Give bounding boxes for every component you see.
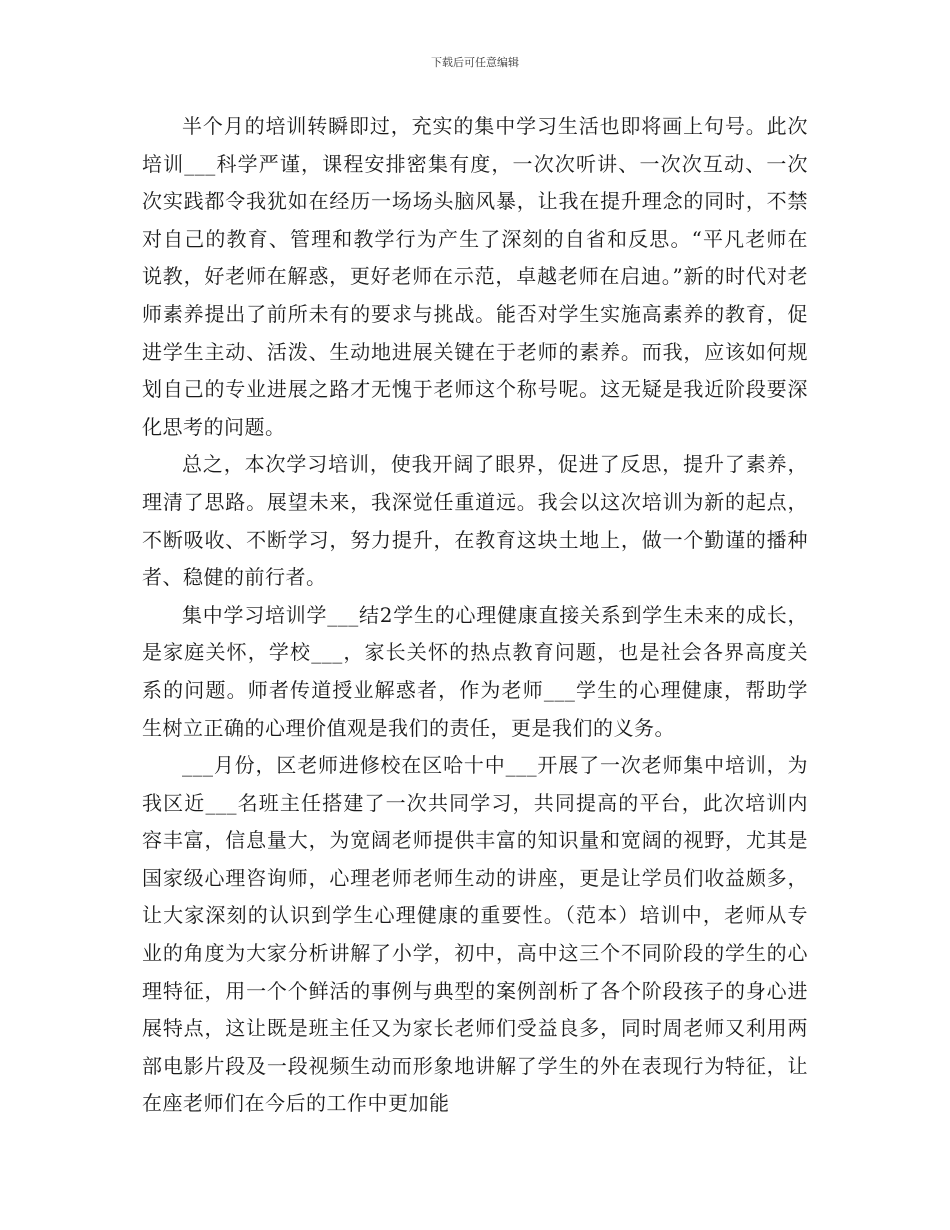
paragraph-1: 半个月的培训转瞬即过，充实的集中学习生活也即将画上句号。此次培训___科学严谨，课程安排密集有度，一次次听讲、一次次互动、一次次实践都令我犹如在经历一场场头脑风暴，让我在提升理念的同时，不禁对自己的教育、管理和教学行为产生了深刻的自省和反思。“平凡老师在说教，好老师在解惑，更好老师在示范，卓越老师在启迪。”新的时代对老师素养提出了前所未有的要求与挑战。能否对学生实施高素养的教育，促进学生主动、活泼、生动地进展关键在于老师的素养。而我，应该如何规划自己的专业进展之路才无愧于老师这个称号呢。这无疑是我近阶段要深化思考的问题。 [142, 114, 808, 439]
paragraph-3: 集中学习培训学___结2学生的心理健康直接关系到学生未来的成长，是家庭关怀，学校___，家长关怀的热点教育问题，也是社会各界高度关系的问题。师者传道授业解惑者，作为老师___学生的心理健康，帮助学生树立正确的心理价值观是我们的责任，更是我们的义务。 [142, 602, 808, 740]
document-body [142, 108, 808, 1123]
paragraph-2: 总之，本次学习培训，使我开阔了眼界，促进了反思，提升了素养，理清了思路。展望未来，我深觉任重道远。我会以这次培训为新的起点，不断吸收、不断学习，努力提升，在教育这块土地上，做一个勤谨的播种者、稳健的前行者。 [142, 452, 808, 590]
paragraph-4: ___月份，区老师进修校在区哈十中___开展了一次老师集中培训，为我区近___名班主任搭建了一次共同学习，共同提高的平台，此次培训内容丰富，信息量大，为宽阔老师提供丰富的知识量和宽阔的视野，尤其是国家级心理咨询师，心理老师老师生动的讲座，更是让学员们收益颇多，让大家深刻的认识到学生心理健康的重要性。（范本）培训中，老师从专业的角度为大家分析讲解了小学，初中，高中这三个不同阶段的学生的心理特征，用一个个鲜活的事例与典型的案例剖析了各个阶段孩子的身心进展特点，这让既是班主任又为家长老师们受益良多，同时周老师又利用两部电影片段及一段视频生动而形象地讲解了学生的外在表现行为特征，让在座老师们在今后的工作中更加能 [142, 753, 808, 1116]
page-header: 下载后可任意编辑 [431, 56, 519, 69]
